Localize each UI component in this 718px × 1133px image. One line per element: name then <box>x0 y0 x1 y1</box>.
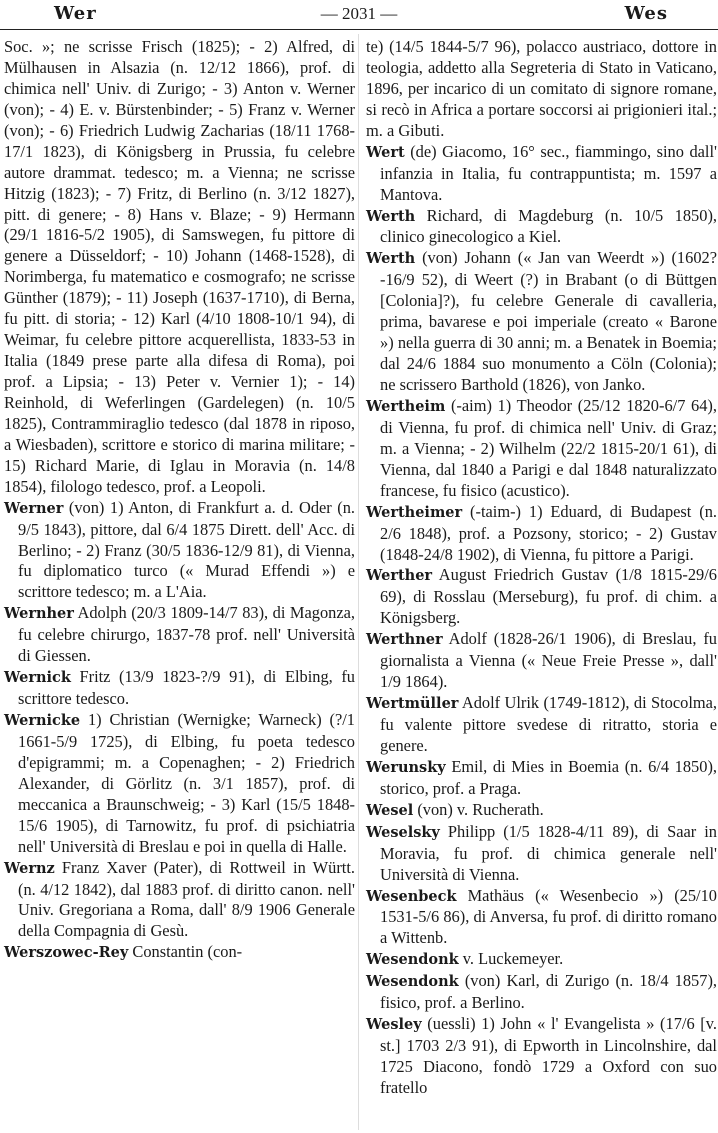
entry <box>4 498 355 604</box>
entry-headword: Wesenbeck <box>366 887 457 905</box>
entry-headword: Werth <box>366 207 416 225</box>
entry <box>366 37 717 142</box>
entry-text: (von) Karl, di Zurigo (n. 18/4 1857), fisico, prof. a Berlino. <box>380 971 717 1013</box>
entry <box>366 206 717 249</box>
entry <box>366 800 717 822</box>
entry <box>366 565 717 629</box>
entry-headword: Wertmüller <box>366 695 459 713</box>
entry-headword: Wert <box>366 143 405 161</box>
entry-text: te) (14/5 1844-5/7 96), polacco austriaco, dottore in teologia, addetto alla Segreteria di Stato in Vaticano, 1896, per incarico di un comitato di signore romane, si recò in Africa a portare soccorsi ai prigionieri ital.; m. a Gibuti. <box>366 37 717 140</box>
entry-text: Adolf (1828-26/1 1906), di Breslau, fu giornalista a Vienna (« Neue Freie Presse », dall' 1/9 1864). <box>380 629 717 692</box>
entry-headword: Wertheimer <box>366 503 463 521</box>
entry-headword: Wernz <box>4 859 55 877</box>
entry-headword: Wernicke <box>4 712 81 729</box>
entry-headword: Werunsky <box>366 758 446 776</box>
entry-headword: Werszowec-Rey <box>4 944 129 962</box>
entry-text: (von) v. Rucherath. <box>413 799 544 819</box>
entry <box>366 248 717 396</box>
entry <box>366 142 717 206</box>
entry-text: (uessli) 1) John « l' Evangelista » (17/6 [v. st.] 1703 2/3 91), di Epworth in Lincolnshire, dal 1725 Diacono, fondò 1729 a Oxford con suo fratello <box>380 1014 717 1097</box>
entry-text: (-taim-) 1) Eduard, di Budapest (n. 2/6 1848), prof. a Pozsony, storico; - 2) Gustav (1848-24/8 1902), di Vienna, fu pittore a Parigi. <box>380 501 717 564</box>
entry-text: Adolf Ulrik (1749-1812), di Stocolma, fu valente pittore svedese di ritratto, storia e genere. <box>380 693 717 755</box>
entry <box>4 710 355 858</box>
entry-text: (-aim) 1) Theodor (25/12 1820-6/7 64), di Vienna, fu prof. di chimica nell' Univ. di Graz; m. a Vienna; - 2) Wilhelm (22/2 1815-20/1 61), di Vienna, dal 1840 a Parigi e dal 1848 naturalizzato francese, fu fisico (acustico). <box>380 395 717 500</box>
right-column <box>366 37 717 1099</box>
entry-text: Franz Xaver (Pater), di Rottweil in Württ. (n. 4/12 1842), dal 1883 prof. di diritto canon. nell' Univ. Gregoriana a Roma, dall' 8/9 1906 Generale della Compagnia di Gesù. <box>18 857 355 941</box>
page-header <box>0 0 718 28</box>
entry <box>4 667 355 710</box>
entry <box>366 757 717 800</box>
entry <box>4 603 355 667</box>
entry-text: (de) Giacomo, 16° sec., fiammingo, sino dall' infanzia in Italia, fu contrappuntista; m. 1597 a Mantova. <box>380 141 717 204</box>
entry-headword: Werth <box>366 250 416 268</box>
entry <box>4 858 355 943</box>
entry-text: v. Luckemeyer. <box>458 949 564 969</box>
page-number: — 2031 — <box>320 4 398 23</box>
entry-text: 1) Christian (Wernigke; Warneck) (?/1 1661-5/9 1725), di Elbing, fu poeta tedesco d'epigrammi; m. a Copenaghen; - 2) Friedrich Alexander, di Görlitz (n. 3/1 1857), prof. di meccanica a Braunschweig; - 3) Karl (15/5 1848-15/6 1905), di Tarnowitz, fu prof. di psichiatria nell' Università di Breslau e poi in quella di Halle. <box>18 710 355 856</box>
header-rule <box>0 29 718 30</box>
entry-headword: Weselsky <box>366 823 440 841</box>
entry <box>366 693 717 757</box>
entry-headword: Werther <box>366 567 433 585</box>
entry-text: Mathäus (« Wesenbecio ») (25/10 1531-5/6 86), di Anversa, fu prof. di diritto romano a Wittenb. <box>380 885 717 948</box>
entry-text: (von) 1) Anton, di Frankfurt a. d. Oder (n. 9/5 1843), pittore, dal 6/4 1875 Dirett. dell' Acc. di Berlino; - 2) Franz (30/5 1836-12/9 81), di Vienna, fu diplomatico turco (« Murad Effendi ») e scrittore tedesco; m. a L'Aia. <box>18 497 355 602</box>
entry-headword: Wesendonk <box>366 973 459 991</box>
entry-text: Fritz (13/9 1823-?/9 91), di Elbing, fu scrittore tedesco. <box>18 667 355 709</box>
entry <box>366 971 717 1014</box>
running-head-right: Wes <box>624 3 668 24</box>
entry-text: Constantin (con- <box>128 942 243 962</box>
entry-headword: Wertheim <box>366 397 446 415</box>
entry <box>366 949 717 971</box>
column-gutter <box>358 34 359 1130</box>
entry <box>366 822 717 886</box>
entry-text: August Friedrich Gustav (1/8 1815-29/6 69), di Rosslau (Merseburg), fu prof. di chim. a Königsberg. <box>380 565 717 628</box>
entry <box>366 629 717 693</box>
entry-text: Soc. »; ne scrisse Frisch (1825); - 2) Alfred, di Mülhausen in Alsazia (n. 12/12 1866), prof. di chimica nell' Univ. di Zurigo; - 3) Anton v. Werner (von); - 4) E. v. Bürstenbinder; - 5) Franz v. Werner (von); - 6) Friedrich Ludwig Zacharias (18/11 1768-17/1 1823), di Königsberg in Prussia, fu celebre autore drammat. tedesco; m. a Vienna; ne scrisse Hitzig (1823); - 7) Fritz, di Berlino (n. 3/12 1827), pitt. di genere; - 8) Hans v. Blaze; - 9) Hermann (29/1 1816-5/2 1905), di Samswegen, fu pittore di genere a Düsseldorf; - 10) Johann (1468-1528), di Norimberga, fu matematico e cosmografo; ne scrisse Günther (1879); - 11) Joseph (1637-1710), di Berna, fu pitt. di storia; - 12) Karl (4/10 1808-10/1 94), di Weimar, fu celebre pittore acquerellista, 1833-53 in Italia (1849 prese parte alla difesa di Roma), poi prof. a Lipsia; - 13) Peter v. Vernier 1); - 14) Reinhold, di Weferlingen (Gardelegen) (n. 10/5 1825), Contrammiraglio tedesco (dal 1878 in riposo, a Wiesbaden), scrittore e storico di marina militare; - 15) Richard Marie, di Iglau in Moravia (n. 14/8 1854), filologo tedesco, prof. a Leopoli. <box>4 37 355 496</box>
entry-headword: Werthner <box>366 631 443 649</box>
entry <box>366 502 717 566</box>
entry-headword: Wernher <box>4 605 74 623</box>
entry <box>4 942 355 964</box>
entry-text: (von) Johann (« Jan van Weerdt ») (1602?-16/9 52), di Weert (?) in Brabant (o di Büttgen [Colonia]?), fu celebre Generale di cavalleria, prima, bavarese e poi imperiale (creato « Barone ») nella guerra di 30 anni; m. a Benatek in Boemia; dal 24/6 1884 suo monumento a Cöln (Colonia); ne scrissero Barthold (1826), von Janko. <box>380 248 717 394</box>
entry-headword: Wesel <box>366 801 414 819</box>
running-head-left: Wer <box>54 3 97 24</box>
entry-text: Emil, di Mies in Boemia (n. 6/4 1850), storico, prof. a Praga. <box>380 756 717 798</box>
entry <box>366 396 717 502</box>
entry <box>366 886 717 950</box>
entry-text: Adolph (20/3 1809-14/7 83), di Magonza, fu celebre chirurgo, 1837-78 prof. nell' Università di Giessen. <box>18 603 355 666</box>
left-column <box>4 37 355 964</box>
entry-text: Richard, di Magdeburg (n. 10/5 1850), clinico ginecologico a Kiel. <box>380 205 717 247</box>
entry-headword: Wesendonk <box>366 951 459 969</box>
entry-text: Philipp (1/5 1828-4/11 89), di Saar in Moravia, fu prof. di chimica generale nell' Università di Vienna. <box>380 821 717 884</box>
entry-headword: Wernick <box>4 669 71 687</box>
entry <box>366 1014 717 1099</box>
entry <box>4 37 355 498</box>
entry-headword: Wesley <box>366 1016 422 1034</box>
entry-headword: Werner <box>4 499 64 517</box>
